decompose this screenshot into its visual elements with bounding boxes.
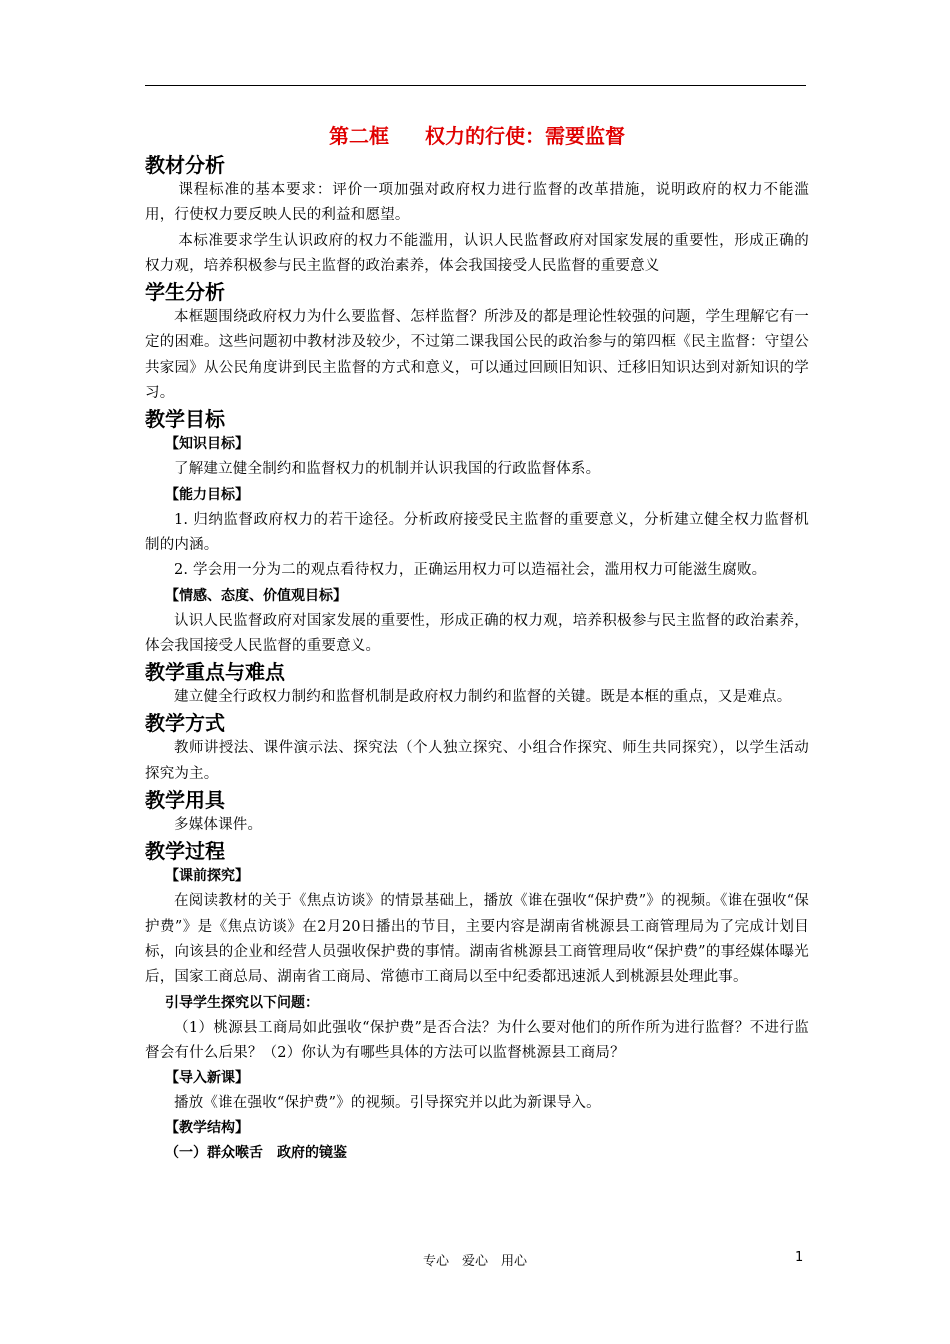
part-one-heading: （一）群众喉舌 政府的镜鉴 xyxy=(165,1145,347,1162)
heading-methods: 教学方式 xyxy=(145,711,225,736)
pre-study-label: 【课前探究】 xyxy=(165,868,249,885)
analysis-paragraph: 课程标准的基本要求：评价一项加强对政府权力进行监督的改革措施，说明政府的权力不能滥用，行使权力要反映人民的利益和愿望。 xyxy=(145,182,809,224)
footer-motto: 专心 爱心 用心 xyxy=(422,1254,527,1269)
intro-paragraph: 播放《谁在强收“保护费”》的视频。引导探究并以此为新课导入。 xyxy=(174,1095,601,1112)
emotion-goal-label: 【情感、态度、价值观目标】 xyxy=(165,587,347,604)
tools-paragraph: 多媒体课件。 xyxy=(174,817,263,834)
ability-goal-1: 1. 归纳监督政府权力的若干途径。分析政府接受民主监督的重要意义，分析建立健全权力监督机制的内涵。 xyxy=(145,511,809,553)
methods-paragraph: 教师讲授法、课件演示法、探究法（个人独立探究、小组合作探究、师生共同探究），以学生活动探究为主。 xyxy=(145,740,809,782)
page-title: 第二框 权力的行使：需要监督 xyxy=(329,124,625,148)
heading-process: 教学过程 xyxy=(145,839,225,864)
document-body xyxy=(145,120,809,1166)
header-rule xyxy=(145,85,806,86)
emotion-goal: 认识人民监督政府对国家发展的重要性，形成正确的权力观，培养积极参与民主监督的政治素养，体会我国接受人民监督的重要意义。 xyxy=(145,612,809,654)
knowledge-goal: 了解建立健全制约和监督权力的机制并认识我国的行政监督体系。 xyxy=(174,461,601,478)
ability-goal-label: 【能力目标】 xyxy=(165,486,249,503)
guide-paragraph: （1）桃源县工商局如此强收“保护费”是否合法？为什么要对他们的所作所为进行监督？不进行监督会有什么后果？（2）你认为有哪些具体的方法可以监督桃源县工商局？ xyxy=(145,1019,809,1061)
heading-analysis: 教材分析 xyxy=(145,153,225,177)
page-number: 1 xyxy=(795,1250,804,1265)
heading-students: 学生分析 xyxy=(145,280,225,305)
analysis-paragraph: 本标准要求学生认识政府的权力不能滥用，认识人民监督政府对国家发展的重要性，形成正确的权力观，培养积极参与民主监督的政治素养，体会我国接受人民监督的重要意义 xyxy=(145,232,809,274)
heading-focus: 教学重点与难点 xyxy=(145,660,285,685)
knowledge-goal-label: 【知识目标】 xyxy=(165,436,249,453)
focus-paragraph: 建立健全行政权力制约和监督机制是政府权力制约和监督的关键。既是本框的重点，又是难点。 xyxy=(174,689,792,706)
heading-goals: 教学目标 xyxy=(145,407,225,432)
pre-study-paragraph: 在阅读教材的关于《焦点访谈》的情景基础上，播放《谁在强收“保护费”》的视频。《谁在强收“保护费”》是《焦点访谈》在2月20日播出的节目，主要内容是湖南省桃源县工商管理局为了完成计划目标，向该县的企业和经营人员强收保护费的事情。湖南省桃源县工商管理局收“保护费”的事经媒体曝光后，国家工商总局、湖南省工商局、常德市工商局以至中纪委都迅速派人到桃源县处理此事。 xyxy=(145,893,809,986)
structure-label: 【教学结构】 xyxy=(165,1120,249,1137)
intro-label: 【导入新课】 xyxy=(165,1070,249,1087)
guide-label: 引导学生探究以下问题： xyxy=(165,994,319,1011)
heading-tools: 教学用具 xyxy=(145,788,225,813)
students-paragraph: 本框题围绕政府权力为什么要监督、怎样监督？所涉及的都是理论性较强的问题，学生理解它有一定的困难。这些问题初中教材涉及较少，不过第二课我国公民的政治参与的第四框《民主监督：守望公共家园》从公民角度讲到民主监督的方式和意义，可以通过回顾旧知识、迁移旧知识达到对新知识的学习。 xyxy=(145,309,809,402)
ability-goal-2: 2. 学会用一分为二的观点看待权力，正确运用权力可以造福社会，滥用权力可能滋生腐败。 xyxy=(174,562,767,579)
